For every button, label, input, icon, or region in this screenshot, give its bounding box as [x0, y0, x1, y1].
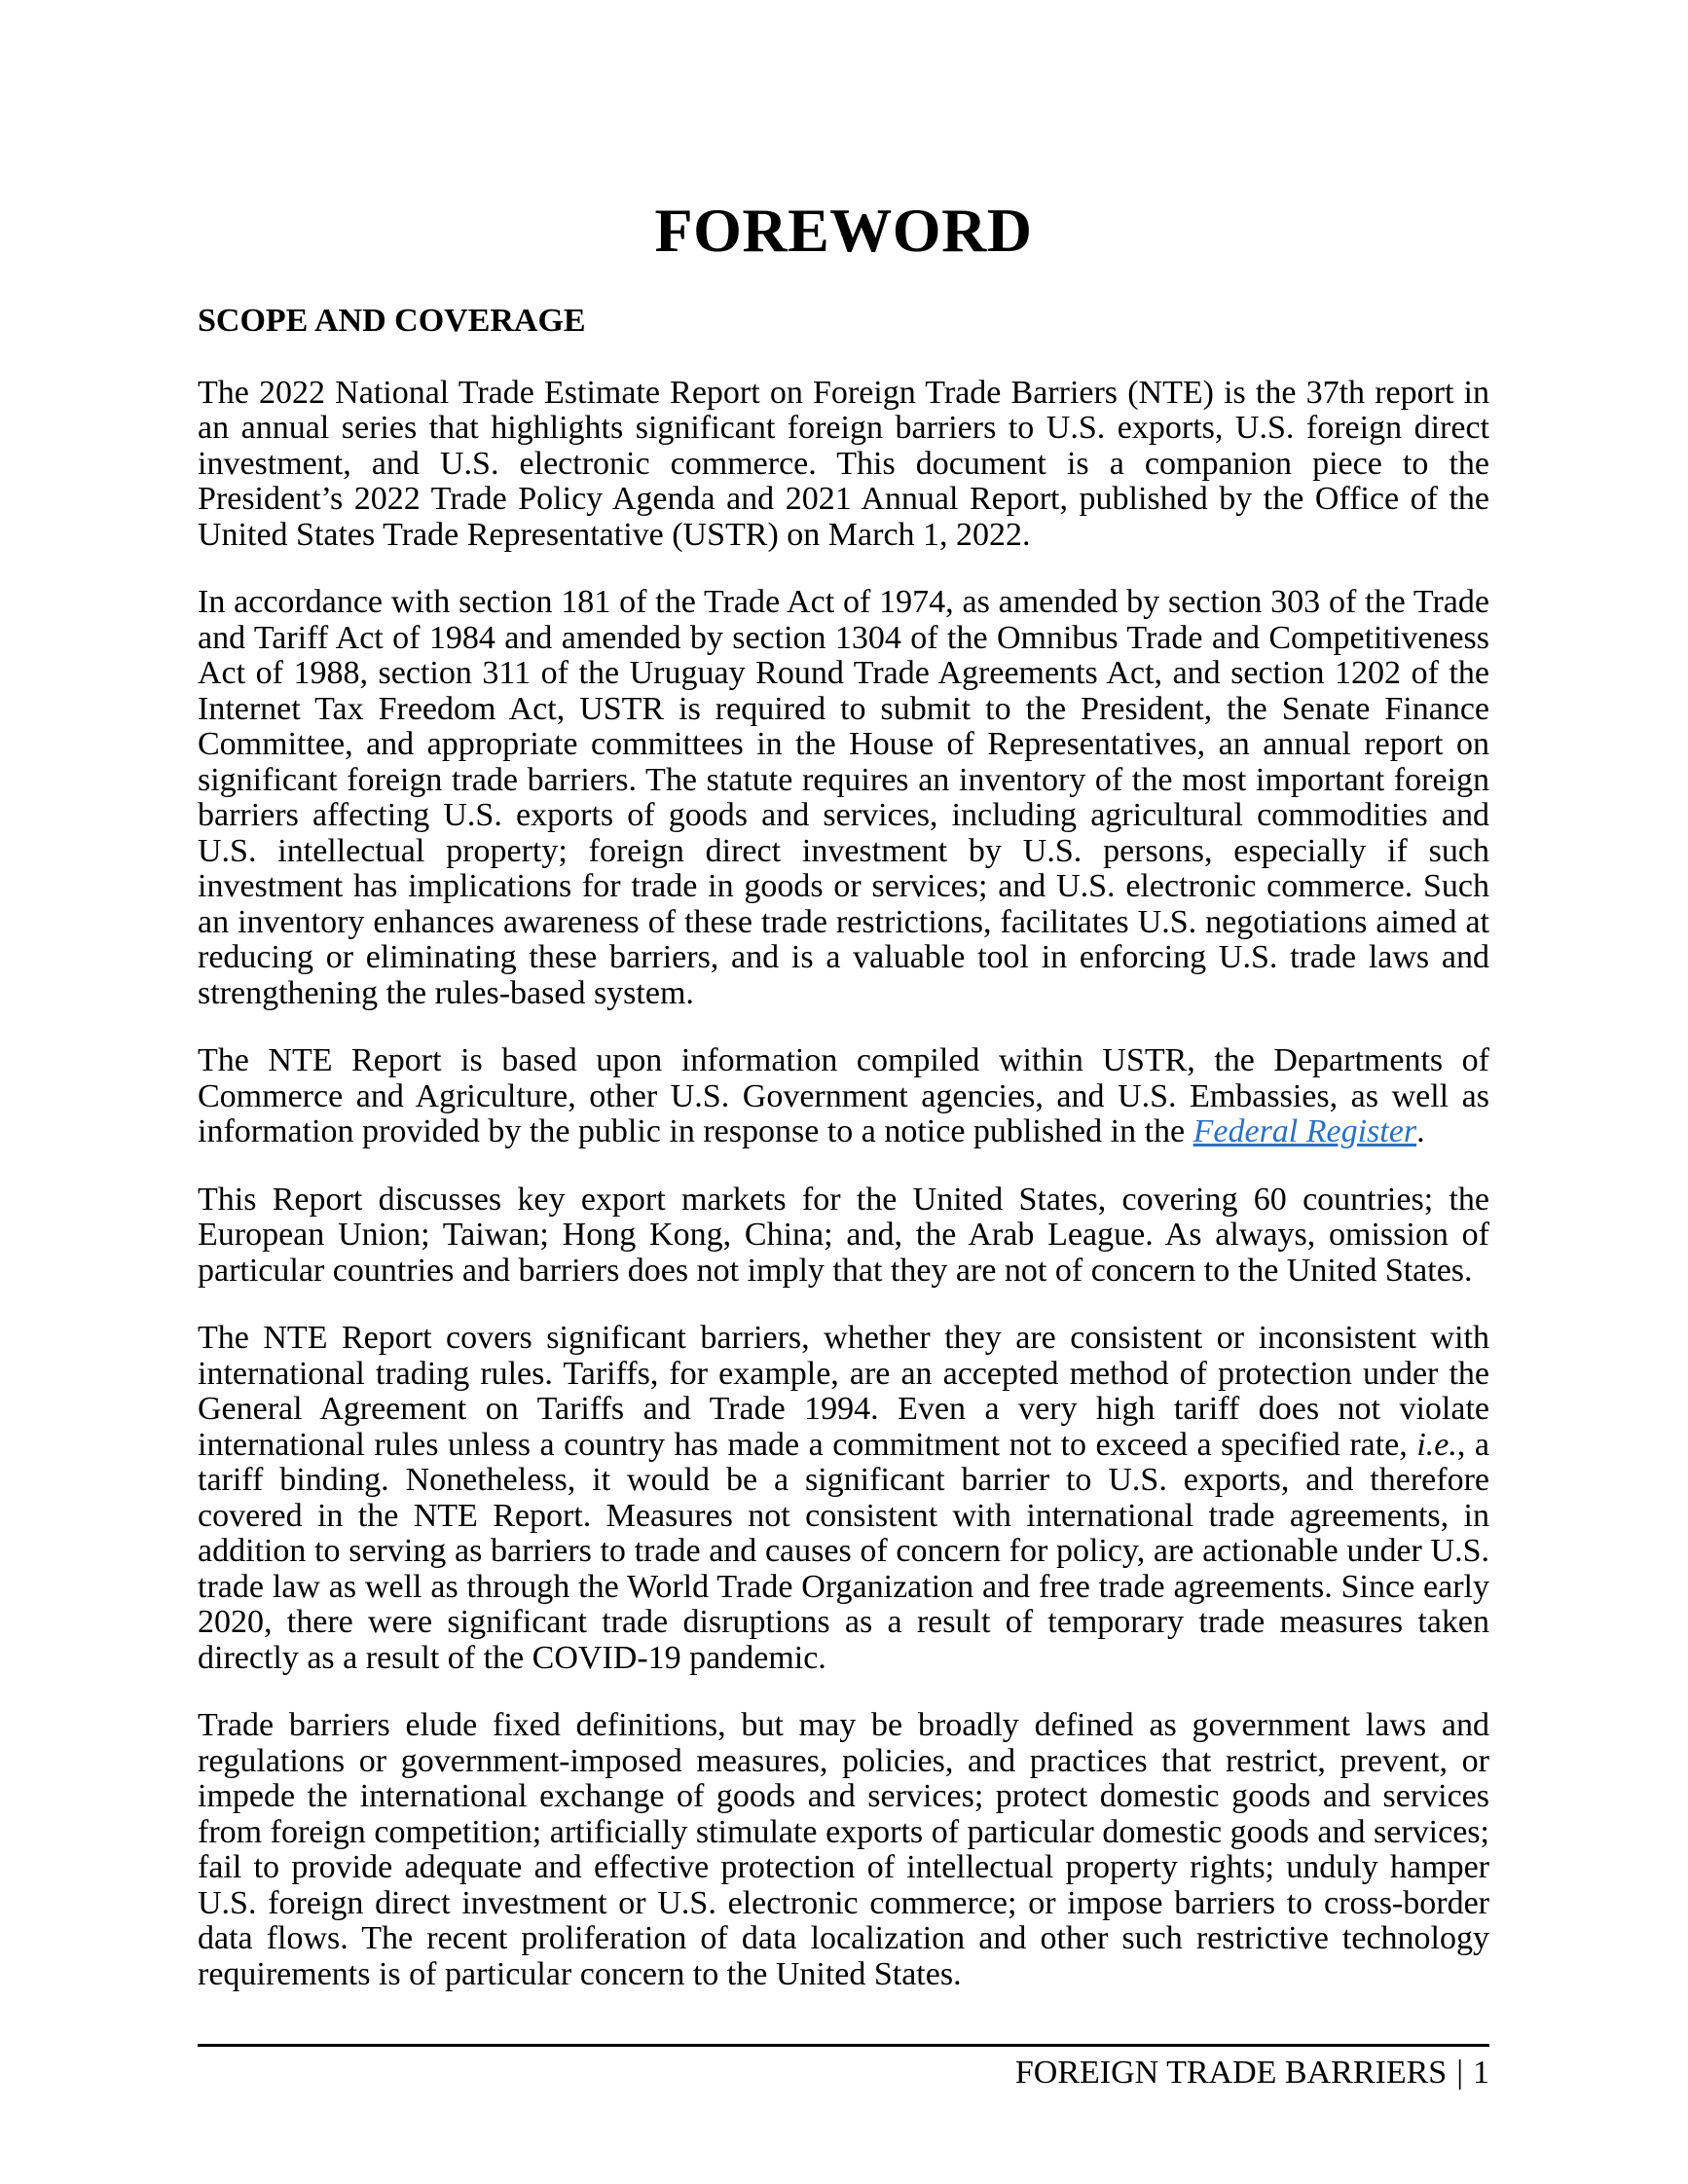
paragraph-text-before-italic: The NTE Report covers significant barriers, whether they are consistent or inconsistent with international trading rules. Tariffs, for example, are an accepted method of protection under the General Agreement on Tariffs and Trade 1994. Even a very high tariff does not violate international rules unless a country has made a commitment not to exceed a specified rate, [198, 1320, 1489, 1463]
footer-page-number: 1 [1473, 2055, 1489, 2091]
page-footer [198, 2056, 1489, 2092]
paragraph-information-sources [198, 1043, 1489, 1150]
page-title: FOREWORD [654, 196, 1033, 265]
footer-divider-rule [198, 2044, 1489, 2047]
paragraph-report-overview: The 2022 National Trade Estimate Report on Foreign Trade Barriers (NTE) is the 37th report in an annual series that highlights significant foreign barriers to U.S. exports, U.S. foreign direct investment, and U.S. electronic commerce. This document is a companion piece to the President’s 2022 Trade Policy Agenda and 2021 Annual Report, published by the Office of the United States Trade Representative (USTR) on March 1, 2022. [198, 374, 1489, 553]
latin-abbreviation-italic: i.e. [1416, 1426, 1457, 1463]
paragraph-text-after-link: . [1416, 1113, 1425, 1149]
paragraph-trade-barrier-definition: Trade barriers elude fixed definitions, but may be broadly defined as government laws and regulations or government-imposed measures, policies, and practices that restrict, prevent, or impede the international exchange of goods and services; protect domestic goods and services from foreign competition; artificially stimulate exports of particular domestic goods and services; fail to provide adequate and effective protection of intellectual property rights; unduly hamper U.S. foreign direct investment or U.S. electronic commerce; or impose barriers to cross-border data flows. The recent proliferation of data localization and other such restrictive technology requirements is of particular concern to the United States. [198, 1707, 1489, 1992]
paragraph-export-markets: This Report discusses key export markets for the United States, covering 60 countries; the European Union; Taiwan; Hong Kong, China; and, the Arab League. As always, omission of particular countries and barriers does not imply that they are not of concern to the United States. [198, 1181, 1489, 1289]
federal-register-link[interactable]: Federal Register [1193, 1113, 1417, 1149]
paragraph-text-before-link: The NTE Report is based upon information compiled within USTR, the Departments of Commerce and Agriculture, other U.S. Government agencies, and U.S. Embassies, as well as information provided by the public in response to a notice published in the [198, 1042, 1489, 1149]
document-page [198, 0, 1489, 1992]
paragraph-text-after-italic: , a tariff binding. Nonetheless, it would be a significant barrier to U.S. exports, and therefore covered in the NTE Report. Measures not consistent with international trade agreements, in addition to serving as barriers to trade and causes of concern for policy, are actionable under U.S. trade law as well as through the World Trade Organization and free trade agreements. Since early 2020, there were significant trade disruptions as a result of temporary trade measures taken directly as a result of the COVID-19 pandemic. [198, 1426, 1489, 1676]
paragraph-statutory-basis: In accordance with section 181 of the Trade Act of 1974, as amended by section 303 of the Trade and Tariff Act of 1984 and amended by section 1304 of the Omnibus Trade and Competitiveness Act of 1988, section 311 of the Uruguay Round Trade Agreements Act, and section 1202 of the Internet Tax Freedom Act, USTR is required to submit to the President, the Senate Finance Committee, and appropriate committees in the House of Representatives, an annual report on significant foreign trade barriers. The statute requires an inventory of the most important foreign barriers affecting U.S. exports of goods and services, including agricultural commodities and U.S. intellectual property; foreign direct investment by U.S. persons, especially if such investment has implications for trade in goods or services; and U.S. electronic commerce. Such an inventory enhances awareness of these trade restrictions, facilitates U.S. negotiations aimed at reducing or eliminating these barriers, and is a valuable tool in enforcing U.S. trade laws and strengthening the rules-based system. [198, 584, 1489, 1011]
footer-separator: | [1456, 2055, 1463, 2091]
paragraph-barriers-coverage [198, 1321, 1489, 1676]
footer-report-label: FOREIGN TRADE BARRIERS [1014, 2055, 1448, 2091]
section-heading-scope-and-coverage: SCOPE AND COVERAGE [198, 303, 586, 339]
